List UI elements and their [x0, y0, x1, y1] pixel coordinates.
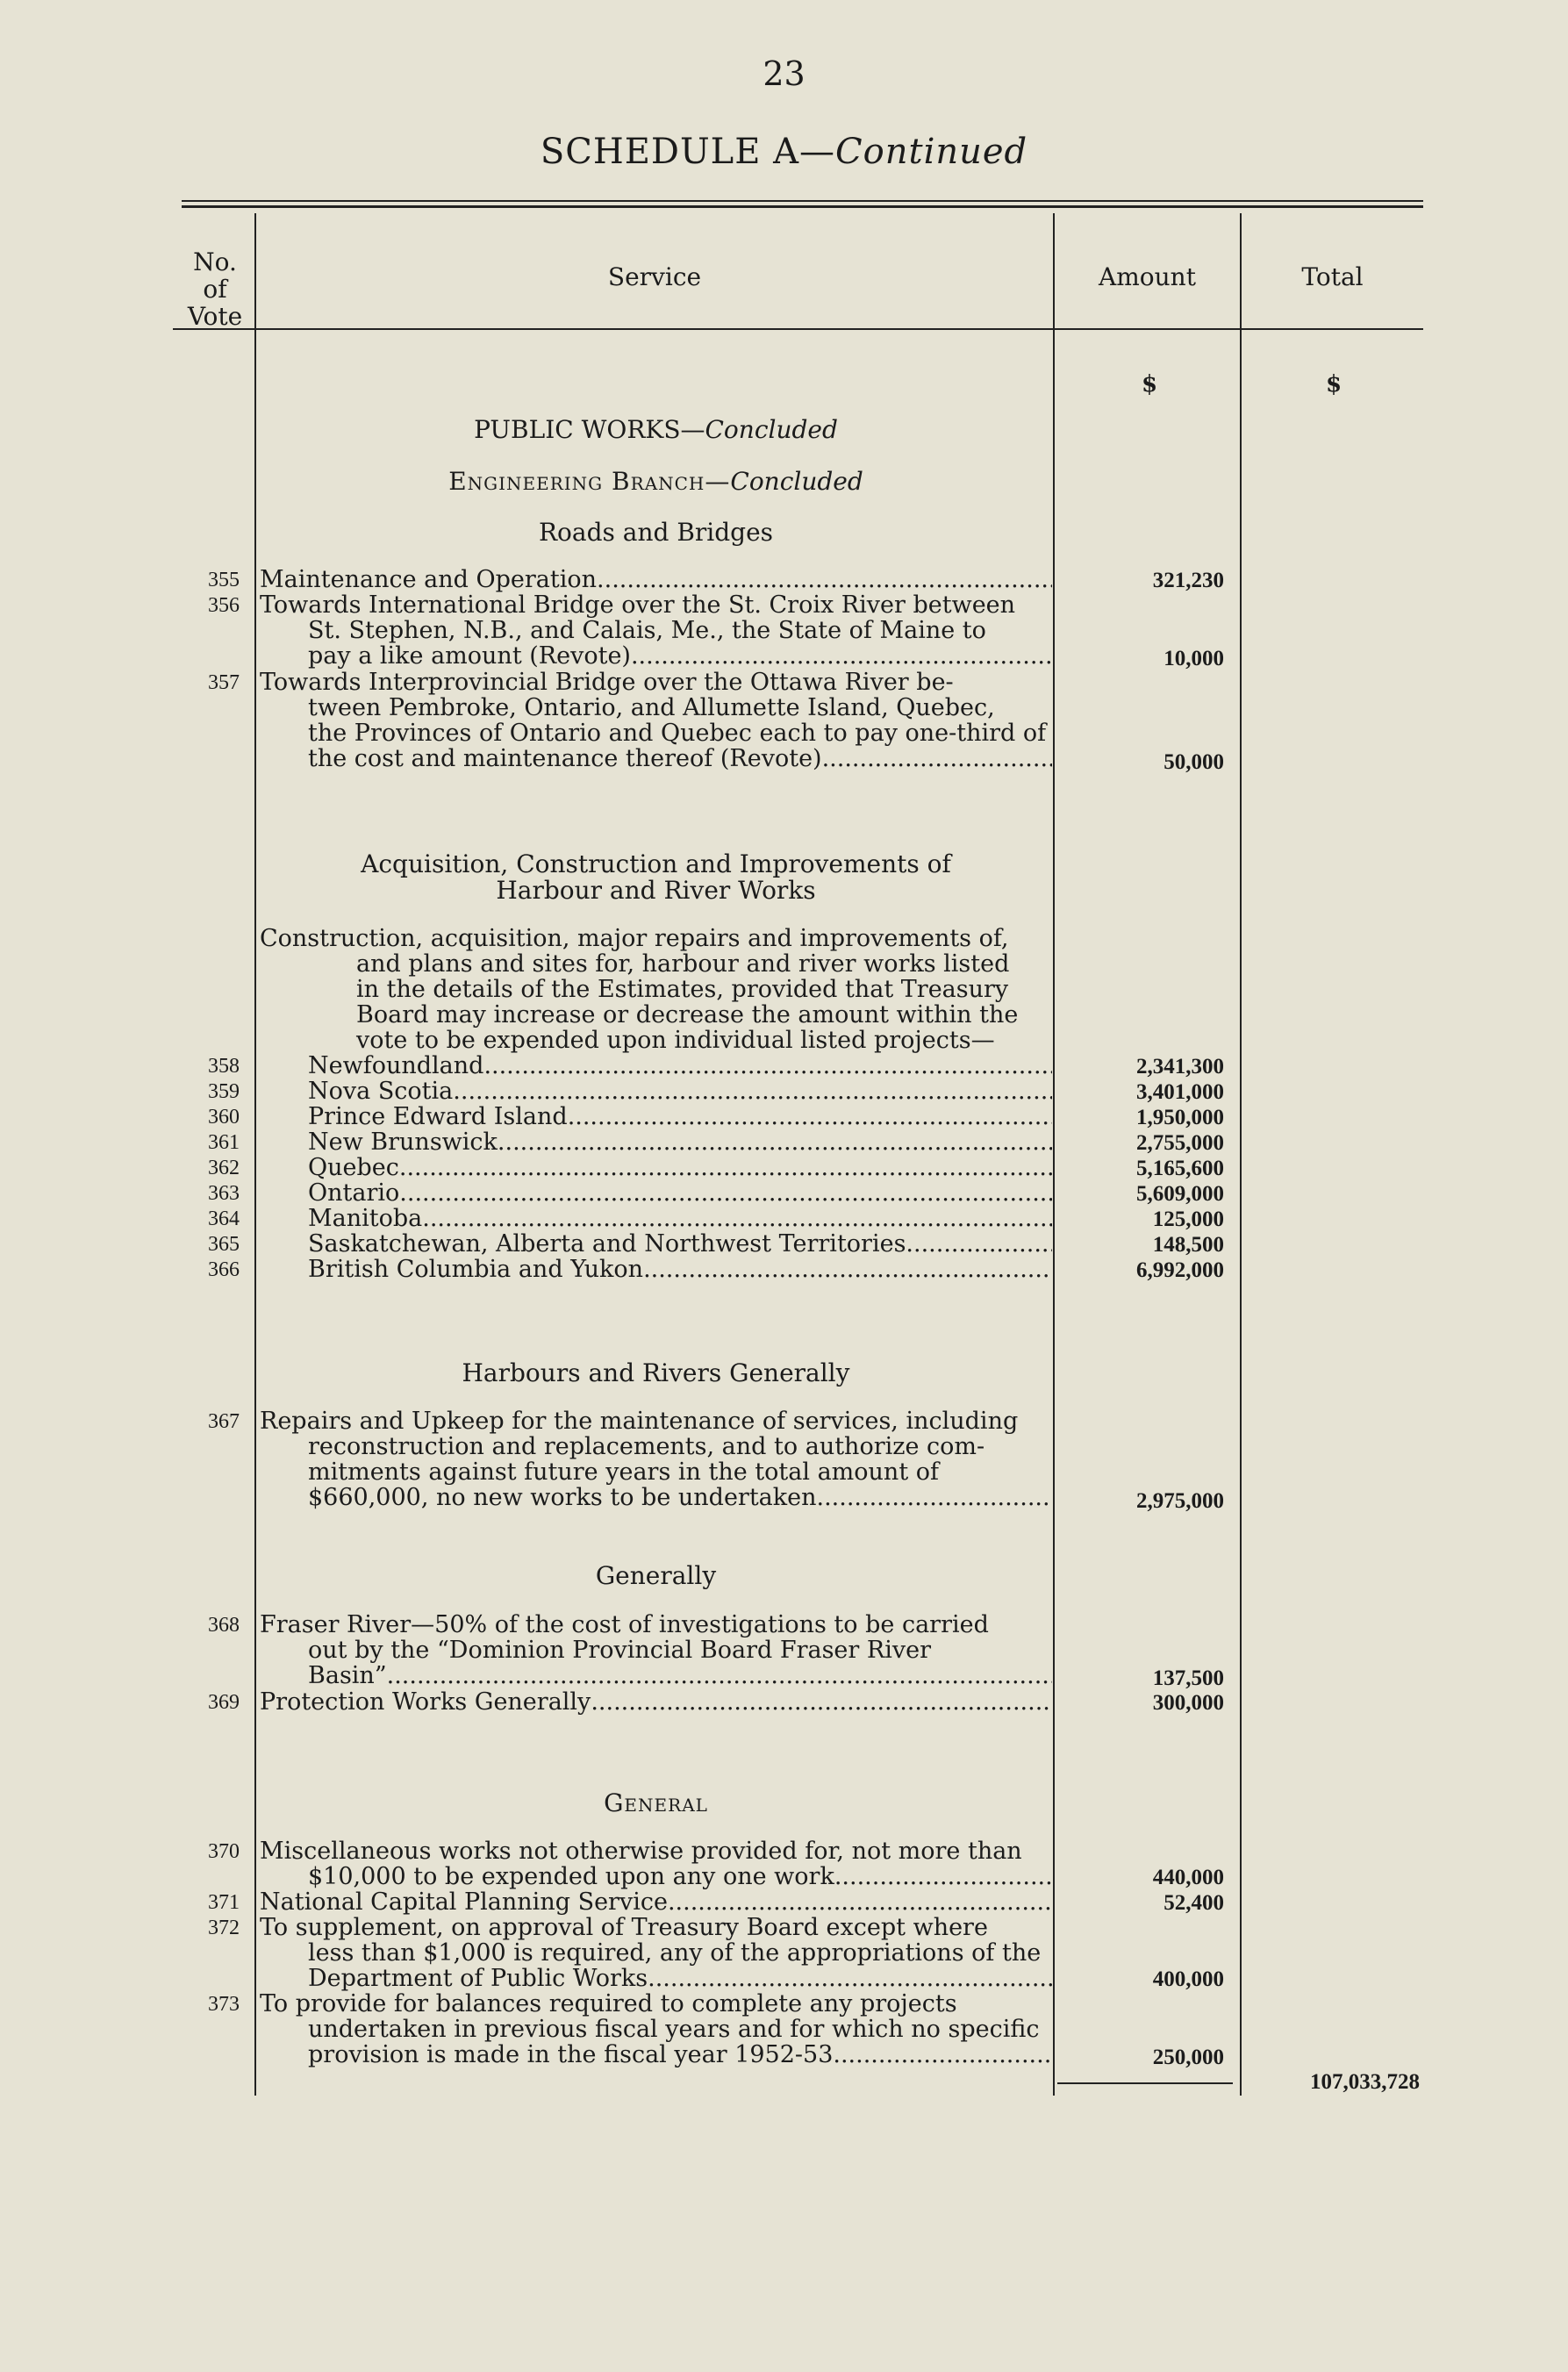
vote-amount: 137,500: [1152, 1666, 1224, 1690]
vote-amount: 125,000: [1152, 1207, 1224, 1231]
vote-description: Towards International Bridge over the St. Croix River between St. Stephen, N.B., and Calais, Me., the State of Maine to pay a like amount (Revote) .....: [260, 592, 1052, 669]
vote-number: 364: [208, 1207, 240, 1230]
vote-number: 355: [208, 569, 240, 591]
vote-number: 356: [208, 594, 240, 617]
top-rule-2: [182, 205, 1423, 208]
section-general: General: [604, 1788, 708, 1817]
vote-description: Repairs and Upkeep for the maintenance of services, including reconstruction and replacements, and to authorize com- mitments against future years in the total amount of $660,000, no new works to be undertaken .....: [260, 1408, 1052, 1510]
page-title: [0, 132, 1568, 172]
section-public-works: PUBLIC WORKS—Concluded: [474, 415, 838, 444]
section-roads-and-bridges: Roads and Bridges: [538, 518, 774, 547]
vote-number: 362: [208, 1157, 240, 1179]
province-row: Manitoba .....: [260, 1206, 1052, 1231]
province-row: Newfoundland .....: [260, 1053, 1052, 1079]
vote-description: To supplement, on approval of Treasury Board except where less than $1,000 is required, any of the appropriations of the Department of Public Works .....: [260, 1915, 1052, 1991]
vote-number: 360: [208, 1106, 240, 1129]
header-total: Total: [1301, 262, 1364, 291]
vote-amount: 2,755,000: [1136, 1131, 1224, 1155]
header-vote: Vote: [187, 302, 243, 331]
vote-amount: 52,400: [1163, 1891, 1224, 1915]
header-amount: Amount: [1099, 262, 1196, 291]
vote-number: 359: [208, 1080, 240, 1103]
vote-description: To provide for balances required to complete any projects undertaken in previous fiscal years and for which no specific provision is made in the fiscal year 1952-53 .....: [260, 1991, 1052, 2067]
vote-amount: 10,000: [1163, 647, 1224, 670]
amount-currency-symbol: $: [1141, 371, 1158, 398]
province-row: Nova Scotia .....: [260, 1079, 1052, 1104]
column-divider-amount: [1240, 213, 1242, 2096]
vote-description: National Capital Planning Service .....: [260, 1889, 1052, 1915]
amount-sum-rule: [1057, 2082, 1233, 2084]
vote-description: Miscellaneous works not otherwise provided for, not more than $10,000 to be expended upon any one work .....: [260, 1838, 1052, 1889]
top-rule-1: [182, 200, 1423, 202]
vote-amount: 3,401,000: [1136, 1080, 1224, 1104]
vote-amount: 321,230: [1152, 569, 1224, 592]
column-divider-service: [1053, 213, 1055, 2096]
vote-amount: 250,000: [1152, 2046, 1224, 2069]
vote-amount: 300,000: [1152, 1691, 1224, 1715]
vote-number: 366: [208, 1258, 240, 1281]
vote-amount: 2,975,000: [1136, 1489, 1224, 1513]
section-engineering-branch: Engineering Branch—Concluded: [448, 467, 863, 496]
vote-amount: 2,341,300: [1136, 1055, 1224, 1079]
vote-number: 367: [208, 1410, 240, 1433]
province-row: Saskatchewan, Alberta and Northwest Territories .....: [260, 1231, 1052, 1257]
header-vote-number: [175, 248, 254, 330]
province-row: Ontario .....: [260, 1180, 1052, 1206]
vote-amount: 5,609,000: [1136, 1182, 1224, 1206]
header-no: No.: [193, 247, 237, 276]
vote-description: Protection Works Generally .....: [260, 1689, 1052, 1715]
header-of: of: [203, 275, 227, 304]
vote-number: 358: [208, 1055, 240, 1078]
vote-number: 363: [208, 1182, 240, 1205]
vote-description: Maintenance and Operation .....: [260, 567, 1052, 592]
page-number: 23: [763, 54, 805, 93]
vote-amount: 400,000: [1152, 1967, 1224, 1991]
vote-number: 357: [208, 671, 240, 694]
province-row: British Columbia and Yukon .....: [260, 1257, 1052, 1282]
vote-number: 365: [208, 1233, 240, 1256]
section-generally: Generally: [595, 1561, 717, 1590]
province-row: New Brunswick .....: [260, 1129, 1052, 1155]
construction-intro: Construction, acquisition, major repairs and improvements of, and plans and sites for, harbour and river works listed in the details of the Estimates, provided that Treasury Board may increase or decrease the amount within the vote to be expended upon individual listed projects—: [260, 926, 1019, 1053]
header-bottom-rule: [173, 328, 1423, 330]
grand-total: 107,033,728: [1310, 2070, 1420, 2094]
section-acquisition: Acquisition, Construction and Improvements of Harbour and River Works: [361, 849, 951, 905]
vote-amount: 50,000: [1163, 750, 1224, 774]
vote-number: 373: [208, 1993, 240, 2016]
vote-description: Fraser River—50% of the cost of investigations to be carried out by the “Dominion Provincial Board Fraser River Basin” .....: [260, 1612, 1052, 1688]
vote-number: 372: [208, 1917, 240, 1939]
vote-number: 370: [208, 1840, 240, 1863]
vote-number: 361: [208, 1131, 240, 1154]
section-harbours-and-rivers: Harbours and Rivers Generally: [462, 1358, 850, 1387]
vote-number: 369: [208, 1691, 240, 1714]
total-currency-symbol: $: [1325, 371, 1342, 398]
title-main: SCHEDULE A—: [540, 132, 836, 172]
vote-description: Towards Interprovincial Bridge over the Ottawa River be- tween Pembroke, Ontario, and Allumette Island, Quebec, the Provinces of Ontario and Quebec each to pay one-third of the cost and maintenance thereof (Revote) .....: [260, 670, 1052, 771]
title-continued: Continued: [835, 132, 1028, 172]
vote-number: 368: [208, 1614, 240, 1637]
header-service: Service: [607, 262, 702, 291]
vote-number: 371: [208, 1891, 240, 1914]
vote-amount: 1,950,000: [1136, 1106, 1224, 1129]
vote-amount: 148,500: [1152, 1233, 1224, 1257]
column-divider-vote: [254, 213, 256, 2096]
vote-amount: 5,165,600: [1136, 1157, 1224, 1180]
province-row: Prince Edward Island .....: [260, 1104, 1052, 1129]
vote-amount: 6,992,000: [1136, 1258, 1224, 1282]
vote-amount: 440,000: [1152, 1866, 1224, 1889]
province-row: Quebec .....: [260, 1155, 1052, 1180]
